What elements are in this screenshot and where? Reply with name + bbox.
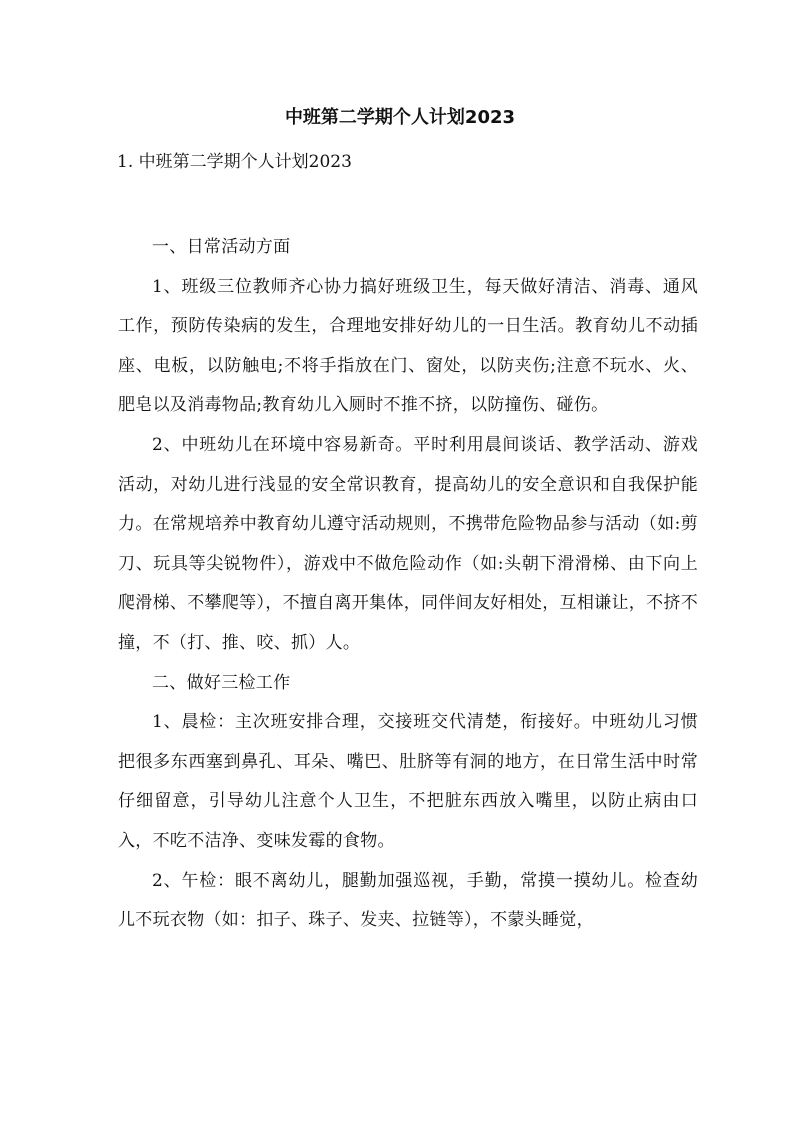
section-heading: 二、做好三检工作 (152, 672, 291, 693)
document-subtitle: 1. 中班第二学期个人计划2023 (117, 152, 352, 172)
document-title: 中班第二学期个人计划2023 (284, 107, 516, 128)
document-body (118, 228, 698, 941)
section-heading: 一、日常活动方面 (152, 237, 291, 257)
paragraph: 1、班级三位教师齐心协力搞好班级卫生，每天做好清洁、消毒、通风工作，预防传染病的发生，合理地安排好幼儿的一日生活。教育幼儿不动插座、电板，以防触电;不将手指放在门、窗处，以防夹伤;注意不玩水、火、肥皂以及消毒物品;教育幼儿入厕时不推不挤，以防撞伤、碰伤。 (118, 276, 698, 416)
paragraph: 2、中班幼儿在环境中容易新奇。平时利用晨间谈话、教学活动、游戏活动，对幼儿进行浅显的安全常识教育，提高幼儿的安全意识和自我保护能力。在常规培养中教育幼儿遵守活动规则，不携带危险物品参与活动（如:剪刀、玩具等尖锐物件），游戏中不做危险动作（如:头朝下滑滑梯、由下向上爬滑梯、不攀爬等），不擅自离开集体，同伴间友好相处，互相谦让，不挤不撞，不（打、推、咬、抓）人。 (118, 434, 698, 653)
paragraph: 2、午检：眼不离幼儿，腿勤加强巡视，手勤，常摸一摸幼儿。检查幼儿不玩衣物（如：扣子、珠子、发夹、拉链等），不蒙头睡觉， (118, 870, 698, 931)
paragraph: 1、晨检：主次班安排合理，交接班交代清楚，衔接好。中班幼儿习惯把很多东西塞到鼻孔、耳朵、嘴巴、肚脐等有洞的地方，在日常生活中时常仔细留意，引导幼儿注意个人卫生，不把脏东西放入嘴里，以防止病由口入，不吃不洁净、变味发霉的食物。 (118, 712, 698, 851)
